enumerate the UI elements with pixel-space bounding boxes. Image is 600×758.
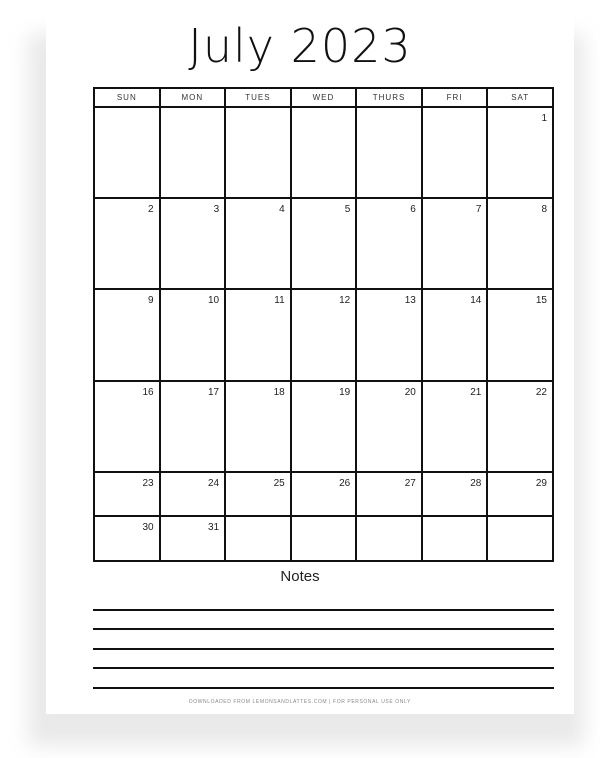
day-number: 25: [273, 477, 285, 489]
day-cell: [422, 516, 488, 561]
day-cell: [422, 472, 488, 517]
day-number: 8: [541, 204, 547, 216]
day-number: 18: [273, 386, 285, 398]
day-cell: [225, 381, 291, 472]
day-cell: [487, 107, 553, 198]
day-number: [423, 517, 487, 522]
weekday-fri: FRI: [422, 88, 488, 107]
day-number: 29: [535, 477, 547, 489]
day-number: 27: [404, 477, 416, 489]
day-cell: [225, 289, 291, 380]
week-row-6: [94, 516, 553, 561]
day-cell: [356, 198, 422, 289]
day-cell: [422, 107, 488, 198]
day-cell: [225, 107, 291, 198]
day-cell: [160, 381, 226, 472]
weekday-sun: SUN: [94, 88, 160, 107]
note-line: [93, 667, 554, 669]
day-cell: [356, 381, 422, 472]
day-number: [161, 108, 225, 113]
day-cell: [225, 516, 291, 561]
day-cell: [487, 289, 553, 380]
weekday-tues: TUES: [225, 88, 291, 107]
weekday-thurs: THURS: [356, 88, 422, 107]
day-number: 23: [142, 477, 154, 489]
day-cell: [160, 289, 226, 380]
day-number: 20: [404, 386, 416, 398]
day-cell: [487, 198, 553, 289]
weekday-mon: MON: [160, 88, 226, 107]
calendar-title: July 2023: [188, 19, 412, 73]
notes-heading: Notes: [280, 568, 320, 585]
day-cell: [225, 472, 291, 517]
weekday-wed: WED: [291, 88, 357, 107]
day-number: 11: [274, 295, 285, 307]
day-cell: [291, 107, 357, 198]
day-cell: [422, 381, 488, 472]
day-cell: [422, 289, 488, 380]
day-cell: [94, 198, 160, 289]
day-number: 6: [410, 204, 416, 216]
week-row-2: [94, 198, 553, 289]
day-number: 26: [339, 477, 351, 489]
day-number: [423, 108, 487, 113]
day-number: [292, 108, 356, 113]
day-cell: [487, 472, 553, 517]
day-cell: [94, 381, 160, 472]
day-number: 15: [535, 295, 547, 307]
day-number: 12: [339, 295, 351, 307]
day-cell: [94, 107, 160, 198]
day-number: 14: [470, 295, 482, 307]
day-number: 31: [208, 522, 220, 534]
day-cell: [356, 472, 422, 517]
day-cell: [356, 107, 422, 198]
day-number: [292, 517, 356, 522]
day-cell: [422, 198, 488, 289]
day-number: 30: [142, 522, 154, 534]
day-cell: [291, 381, 357, 472]
day-number: 16: [142, 386, 154, 398]
day-cell: [291, 289, 357, 380]
week-row-1: [94, 107, 553, 198]
day-cell: [291, 198, 357, 289]
week-row-5: [94, 472, 553, 517]
day-number: [488, 517, 552, 522]
weekday-header-row: [94, 88, 553, 107]
day-cell: [356, 516, 422, 561]
week-row-3: [94, 289, 553, 380]
day-number: 19: [339, 386, 351, 398]
day-cell: [160, 516, 226, 561]
day-number: 1: [541, 113, 547, 124]
day-cell: [356, 289, 422, 380]
day-number: [226, 517, 290, 522]
note-line: [93, 687, 554, 689]
note-line: [93, 628, 554, 630]
day-cell: [225, 198, 291, 289]
note-line: [93, 648, 554, 650]
day-number: 22: [535, 386, 547, 398]
day-number: 17: [208, 386, 220, 398]
day-cell: [94, 516, 160, 561]
day-cell: [160, 107, 226, 198]
day-number: [357, 108, 421, 113]
day-cell: [487, 381, 553, 472]
day-cell: [487, 516, 553, 561]
day-number: 7: [475, 204, 482, 216]
calendar-grid: [93, 87, 554, 562]
day-cell: [160, 198, 226, 289]
day-number: 5: [344, 204, 351, 216]
day-cell: [94, 472, 160, 517]
day-number: 3: [213, 204, 220, 216]
day-cell: [291, 472, 357, 517]
day-number: 28: [470, 477, 482, 489]
day-number: [226, 108, 290, 113]
note-line: [93, 609, 554, 611]
weekday-sat: SAT: [487, 88, 553, 107]
day-cell: [291, 516, 357, 561]
day-cell: [94, 289, 160, 380]
day-number: 21: [470, 386, 482, 398]
week-row-4: [94, 381, 553, 472]
day-cell: [160, 472, 226, 517]
day-number: 2: [148, 204, 154, 216]
day-number: 13: [404, 295, 416, 307]
day-number: [357, 517, 421, 522]
day-number: 4: [279, 204, 285, 216]
day-number: 24: [208, 477, 220, 489]
day-number: [95, 108, 159, 113]
footer-credit: DOWNLOADED FROM LEMONSANDLATTES.COM | FOR PERSONAL USE ONLY: [189, 699, 411, 705]
day-number: 10: [208, 295, 220, 307]
day-number: 9: [148, 295, 154, 307]
